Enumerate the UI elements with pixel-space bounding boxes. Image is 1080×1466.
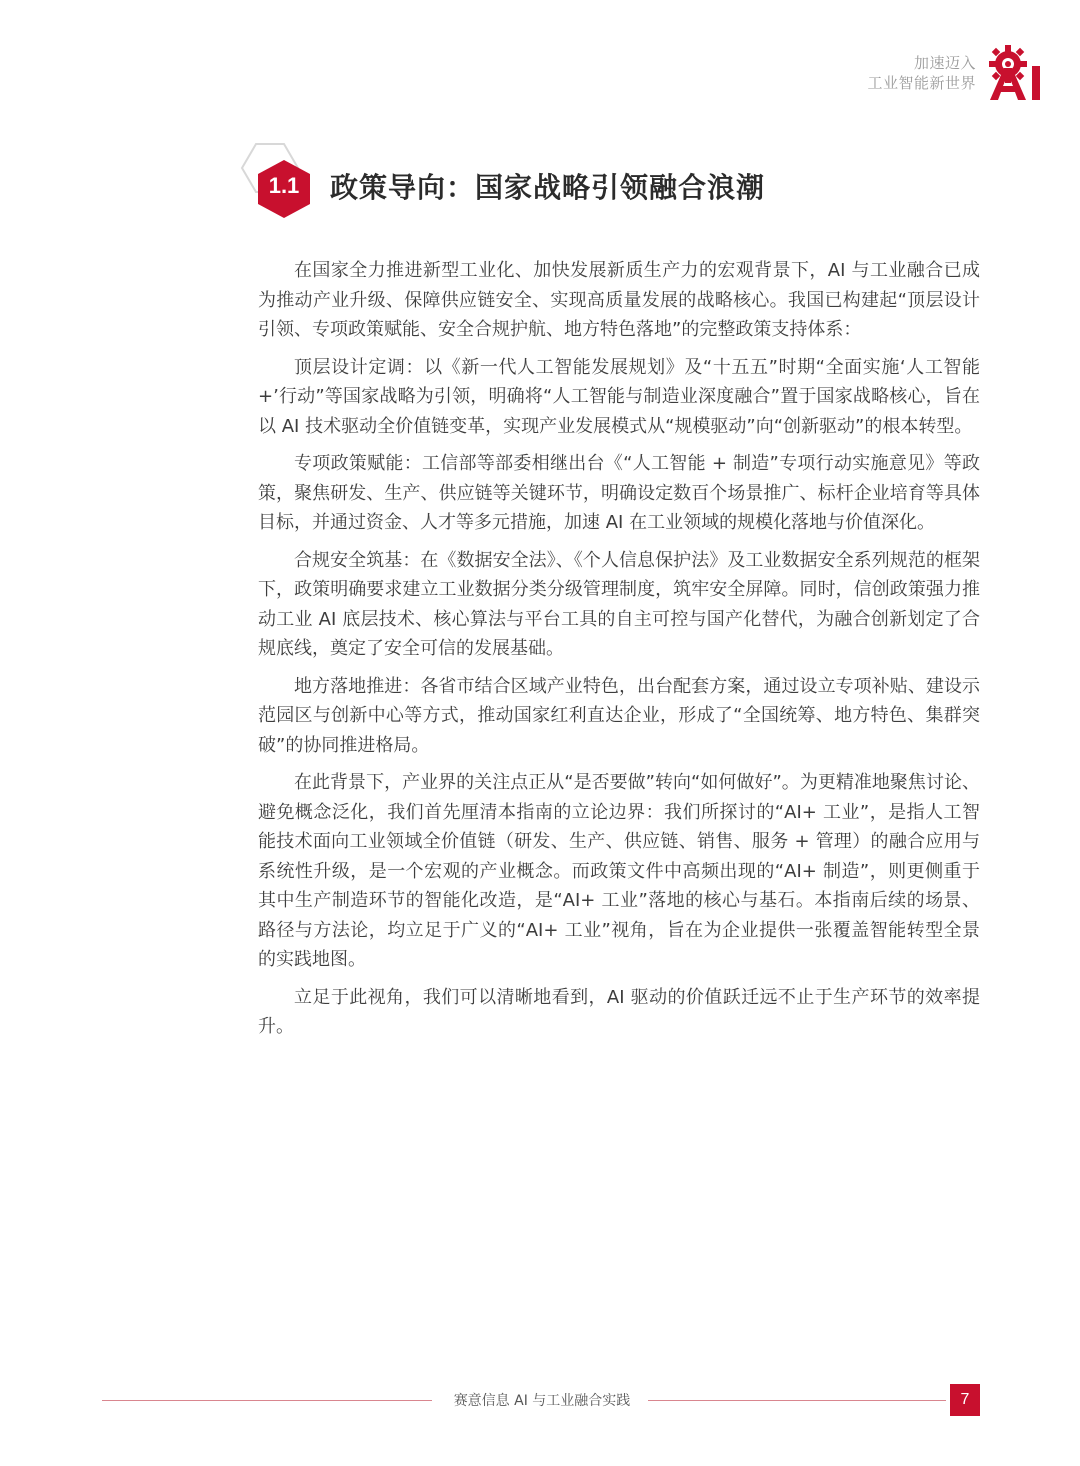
section-number-badge — [238, 142, 328, 228]
page-footer — [102, 1384, 980, 1416]
paragraph-intro: 在国家全力推进新型工业化、加快发展新质生产力的宏观背景下，AI 与工业融合已成为推动产业升级、保障供应链安全、实现高质量发展的战略核心。我国已构建起“顶层设计引领、专项政策赋能、安全合规护航、地方特色落地”的完整政策支持体系： — [258, 260, 980, 340]
brand-slogan — [867, 53, 976, 93]
section-heading — [238, 142, 938, 232]
footer-title: 赛意信息 AI 与工业融合实践 — [453, 1393, 631, 1409]
section-number: 1.1 — [268, 173, 300, 198]
section-title: 政策导向：国家战略引领融合浪潮 — [330, 171, 766, 204]
paragraph-special-policy: 专项政策赋能：工信部等部委相继出台《“人工智能 + 制造”专项行动实施意见》等政策，聚焦研发、生产、供应链等关键环节，明确设定数百个场景推广、标杆企业培育等具体目标，并通过资金、人才等多元措施，加速 AI 在工业领域的规模化落地与价值深化。 — [258, 453, 980, 533]
brand-header — [867, 44, 1048, 102]
footer-divider-left — [102, 1400, 432, 1401]
paragraph-compliance-security: 合规安全筑基：在《数据安全法》、《个人信息保护法》及工业数据安全系列规范的框架下，政策明确要求建立工业数据分类分级管理制度，筑牢安全屏障。同时，信创政策强力推动工业 AI 底层技术、核心算法与平台工具的自主可控与国产化替代，为融合创新划定了合规底线，奠定了安全可信的发展基础。 — [258, 549, 980, 659]
brand-slogan-line1: 加速迈入 — [913, 54, 976, 72]
footer-divider-right — [648, 1400, 946, 1401]
brand-slogan-line2: 工业智能新世界 — [867, 74, 976, 92]
paragraph-local-implementation: 地方落地推进：各省市结合区域产业特色，出台配套方案，通过设立专项补贴、建设示范园区与创新中心等方式，推动国家红利直达企业，形成了“全国统筹、地方特色、集群突破”的协同推进格局。 — [258, 675, 980, 756]
page-number: 7 — [950, 1384, 980, 1416]
paragraph-top-level-design: 顶层设计定调：以《新一代人工智能发展规划》及“十五五”时期“全面实施‘人工智能 +’行动”等国家战略为引领，明确将“人工智能与制造业深度融合”置于国家战略核心，旨在以 AI 技术驱动全价值链变革，实现产业发展模式从“规模驱动”向“创新驱动”的根本转型。 — [258, 356, 980, 437]
paragraph-conclusion: 立足于此视角，我们可以清晰地看到，AI 驱动的价值跃迁远不止于生产环节的效率提升。 — [258, 986, 980, 1037]
body-content — [258, 256, 980, 1050]
gear-ai-logo-icon — [986, 44, 1048, 102]
paragraph-background-scope: 在此背景下，产业界的关注点正从“是否要做”转向“如何做好”。为更精准地聚焦讨论、避免概念泛化，我们首先厘清本指南的立论边界：我们所探讨的“AI+ 工业”，是指人工智能技术面向工业领域全价值链（研发、生产、供应链、销售、服务 + 管理）的融合应用与系统性升级，是一个宏观的产业概念。而政策文件中高频出现的“AI+ 制造”，则更侧重于其中生产制造环节的智能化改造，是“AI+ 工业”落地的核心与基石。本指南后续的场景、路径与方法论，均立足于广义的“AI+ 工业”视角，旨在为企业提供一张覆盖智能转型全景的实践地图。 — [258, 772, 980, 970]
